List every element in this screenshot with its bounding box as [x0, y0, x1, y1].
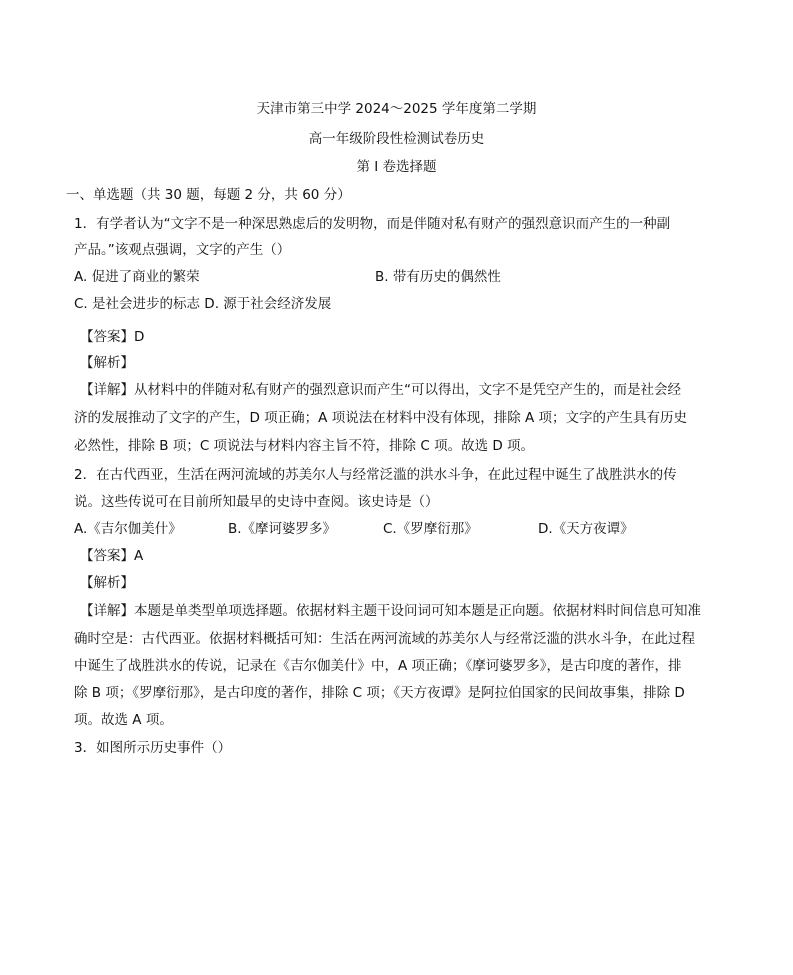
- q2-stem-line1: 2．在古代西亚，生活在两河流域的苏美尔人与经常泛滥的洪水斗争，在此过程中诞生了战胜洪水的传: [74, 467, 677, 483]
- q1-option-cd: C. 是社会进步的标志 D. 源于社会经济发展: [74, 296, 332, 312]
- q2-detail-line3: 中诞生了战胜洪水的传说，记录在《吉尔伽美什》中，A 项正确；《摩诃婆罗多》，是古印度的著作，排: [74, 658, 682, 674]
- q1-option-a: A. 促进了商业的繁荣: [74, 269, 200, 285]
- q1-stem-line1: 1．有学者认为“文字不是一种深思熟虑后的发明物，而是伴随对私有财产的强烈意识而产生的一种副: [74, 216, 671, 232]
- q2-option-c: C.《罗摩衍那》: [383, 521, 478, 537]
- volume-heading: 第 I 卷选择题: [356, 159, 437, 175]
- q2-option-a: A.《吉尔伽美什》: [74, 521, 182, 537]
- q1-option-b: B. 带有历史的偶然性: [375, 269, 501, 285]
- q3-stem: 3．如图所示历史事件（）: [74, 740, 232, 756]
- q1-stem-line2: 产品。”该观点强调，文字的产生（）: [74, 242, 291, 258]
- q1-detail-line3: 必然性，排除 B 项；C 项说法与材料内容主旨不符，排除 C 项。故选 D 项。: [74, 438, 535, 454]
- q2-detail-line1: 【详解】本题是单类型单项选择题。依据材料主题干设问词可知本题是正向题。依据材料时间信息可知准: [80, 603, 701, 619]
- q2-option-b: B.《摩诃婆罗多》: [228, 521, 337, 537]
- q2-answer: 【答案】A: [80, 548, 144, 564]
- q2-option-d: D.《天方夜谭》: [538, 521, 634, 537]
- document-title: 天津市第三中学 2024～2025 学年度第二学期: [256, 101, 537, 117]
- q2-detail-line2: 确时空是：古代西亚。依据材料概括可知：生活在两河流域的苏美尔人与经常泛滥的洪水斗争，在此过程: [74, 631, 695, 647]
- q1-answer: 【答案】D: [80, 329, 145, 345]
- q2-detail-line5: 项。故选 A 项。: [74, 712, 173, 728]
- q1-analysis-label: 【解析】: [80, 355, 134, 371]
- q2-analysis-label: 【解析】: [80, 575, 134, 591]
- section-heading: 一、单选题（共 30 题，每题 2 分，共 60 分）: [66, 187, 351, 203]
- q1-detail-line2: 济的发展推动了文字的产生，D 项正确；A 项说法在材料中没有体现，排除 A 项；文字的产生具有历史: [74, 410, 688, 426]
- q2-stem-line2: 说。这些传说可在目前所知最早的史诗中查阅。该史诗是（）: [74, 494, 439, 510]
- q1-detail-line1: 【详解】从材料中的伴随对私有财产的强烈意识而产生“可以得出，文字不是凭空产生的，而是社会经: [80, 382, 681, 398]
- document-subtitle: 高一年级阶段性检测试卷历史: [308, 131, 485, 147]
- q2-detail-line4: 除 B 项；《罗摩衍那》，是古印度的著作，排除 C 项；《天方夜谭》是阿拉伯国家的民间故事集，排除 D: [74, 685, 685, 701]
